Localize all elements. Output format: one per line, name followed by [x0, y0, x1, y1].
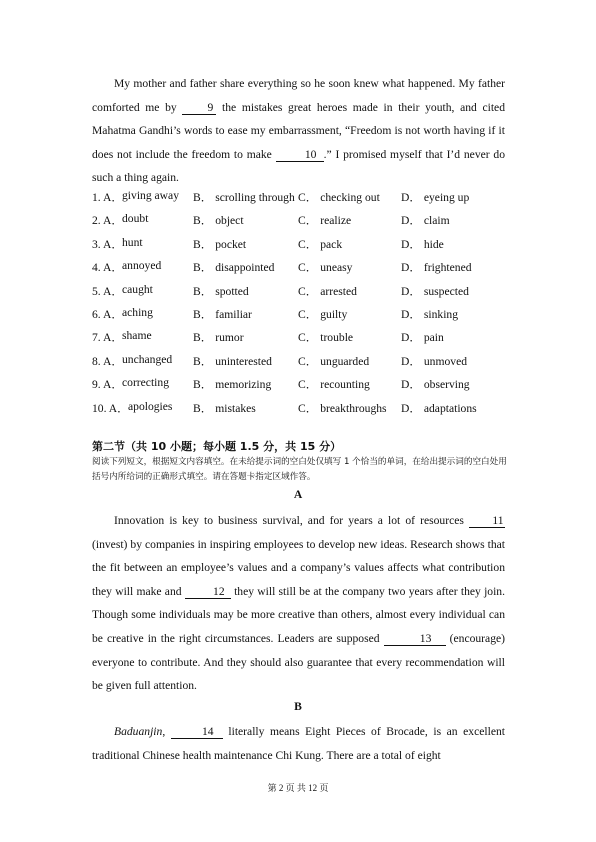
option-c: C． realize — [298, 214, 352, 228]
option-number: 5. A． — [92, 284, 123, 298]
option-d: D． observing — [401, 378, 470, 392]
option-number: 4. A． — [92, 261, 123, 275]
option-a: caught — [122, 282, 153, 296]
option-a: apologies — [128, 399, 173, 413]
option-a: unchanged — [122, 352, 173, 366]
passage-b-label: B — [294, 700, 302, 713]
option-b: B． object — [193, 214, 244, 228]
option-c: C． arrested — [298, 284, 357, 298]
blank-10: 10 — [276, 148, 324, 162]
option-c: C． pack — [298, 237, 343, 251]
page-footer: 第 2 页 共 12 页 — [267, 783, 329, 793]
passage-a-paragraph — [92, 509, 505, 698]
option-d: D． pain — [401, 331, 444, 345]
option-number: 1. A． — [92, 191, 123, 204]
passage-b-paragraph — [92, 720, 505, 767]
passage-text: , — [162, 725, 166, 738]
option-d: D． eyeing up — [401, 191, 470, 204]
blank-13: 13 — [384, 632, 446, 646]
option-b: B． rumor — [193, 331, 244, 345]
option-number: 3. A． — [92, 237, 123, 251]
passage-text: literally means Eight Pieces of Brocade, is an excellent traditional Chinese health maintenance Chi Kung. There are a total of eight — [92, 725, 506, 762]
passage-a — [92, 509, 505, 698]
option-d: D． unmoved — [401, 354, 468, 368]
option-number: 10. A． — [92, 401, 129, 415]
option-d: D． sinking — [401, 308, 459, 321]
option-b: B． disappointed — [193, 261, 275, 275]
option-d: D． adaptations — [401, 401, 477, 415]
option-number: 6. A． — [92, 308, 123, 321]
option-b: B． memorizing — [193, 378, 272, 392]
passage-b — [92, 720, 505, 767]
section-heading: 第二节（共 10 小题；每小题 1.5 分，共 15 分） — [92, 440, 342, 453]
passage-text: (invest) by companies in inspiring employees to develop new ideas. Research shows that the fit between an employee’s values and a company’s values affects what contribution they will make and — [92, 537, 505, 598]
option-d: D． hide — [401, 237, 444, 251]
option-b: B． pocket — [193, 237, 247, 251]
blank-9: 9 — [182, 101, 216, 115]
option-c: C． trouble — [298, 331, 354, 345]
passage-a-label: A — [293, 488, 303, 501]
passage-title-word: Baduanjin — [114, 725, 163, 738]
passage-top — [92, 72, 505, 190]
option-c: C． breakthroughs — [298, 401, 387, 415]
option-a: shame — [122, 329, 152, 343]
option-b: B． familiar — [193, 308, 252, 321]
passage-text: the mistakes great heroes made in their youth, and cited Mahatma Gandhi’s words to ease my embarrassment, “Freedom is not worth having if it does not include the freedom to make — [92, 100, 505, 161]
option-a: doubt — [122, 212, 149, 226]
passage-text: they will still be at the company two years after they join. Though some individuals may be more creative than others, almost every individual can be creative in the right circumstances. Leaders are supposed — [92, 584, 506, 645]
option-b: B． spotted — [193, 284, 249, 298]
option-number: 2. A． — [92, 214, 123, 228]
option-d: D． suspected — [401, 284, 469, 298]
section-instructions: 阅读下列短文，根据短文内容填空。在未给提示词的空白处仅填写 1 个恰当的单词，在给出提示词的空白处用括号内所给词的正确形式填空。请在答题卡指定区域作答。 — [92, 457, 507, 482]
blank-12: 12 — [185, 585, 231, 599]
option-a: hunt — [122, 235, 143, 249]
option-number: 8. A． — [92, 354, 123, 368]
passage-text: (encourage) everyone to contribute. And they should also guarantee that every recommendation will be given full attention. — [92, 631, 505, 693]
option-c: C． guilty — [298, 308, 348, 321]
option-d: D． frightened — [401, 261, 472, 275]
option-c: C． unguarded — [298, 354, 370, 368]
passage-text: Innovation is key to business survival, and for years a lot of resources — [114, 514, 464, 527]
option-b: B． scrolling through — [193, 191, 295, 204]
option-c: C． recounting — [298, 378, 370, 392]
option-b: B． mistakes — [193, 401, 256, 415]
option-a: aching — [122, 306, 153, 319]
option-a: giving away — [122, 189, 179, 202]
option-c: C． checking out — [298, 191, 380, 204]
option-d: D． claim — [401, 214, 450, 228]
option-number: 7. A． — [92, 331, 123, 345]
option-a: annoyed — [122, 259, 162, 273]
option-number: 9. A． — [92, 378, 123, 392]
blank-14: 14 — [171, 725, 223, 739]
option-c: C． uneasy — [298, 261, 353, 275]
option-a: correcting — [122, 376, 169, 390]
option-b: B． uninterested — [193, 354, 272, 368]
passage-top-paragraph — [92, 72, 505, 190]
blank-11: 11 — [469, 514, 505, 528]
passage-text: .” I promised myself that I’d never do such a thing again. — [92, 147, 506, 185]
passage-text: My mother and father share everything so he soon knew what happened. My father comforted me by — [92, 77, 505, 114]
